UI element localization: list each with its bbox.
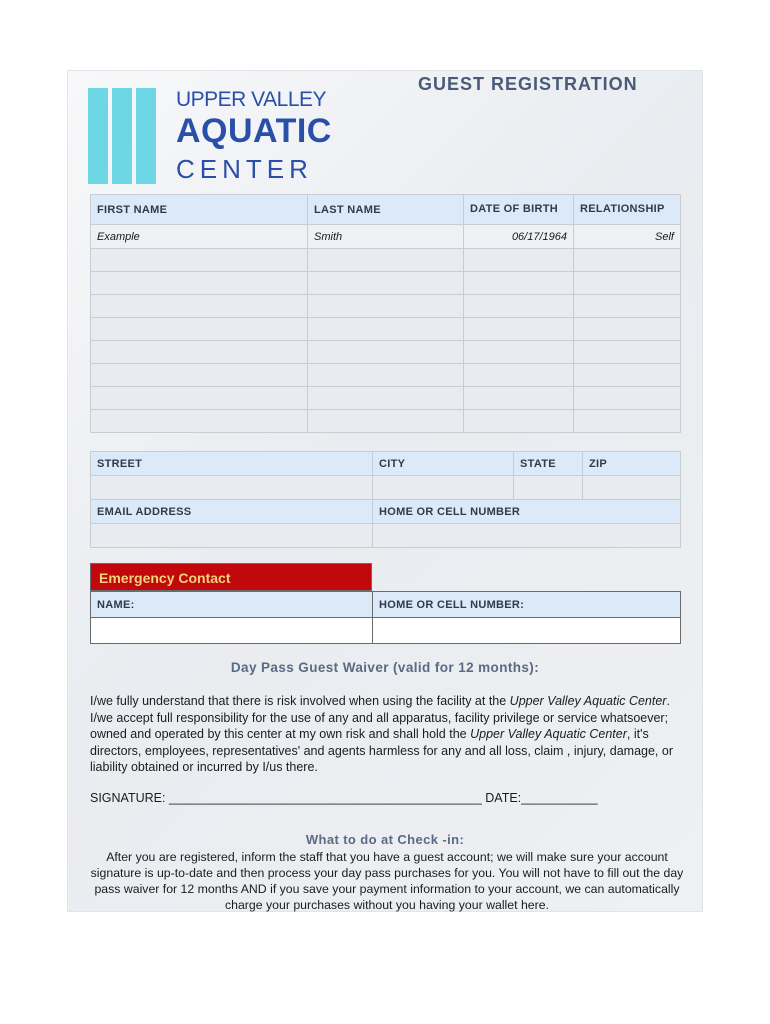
guest-row: [91, 295, 681, 318]
guest-table: [90, 194, 681, 433]
guest-dob-field[interactable]: [464, 272, 574, 295]
guest-relationship-field[interactable]: [574, 410, 681, 433]
guest-row: [91, 272, 681, 295]
logo: [88, 88, 332, 184]
header-date-of-birth: DATE OF BIRTH: [464, 195, 574, 225]
email-field[interactable]: [91, 524, 373, 548]
example-first-name: Example: [91, 225, 308, 249]
guest-dob-field[interactable]: [464, 295, 574, 318]
guest-row: [91, 318, 681, 341]
guest-row: [91, 387, 681, 410]
guest-relationship-field[interactable]: [574, 341, 681, 364]
logo-line-3: CENTER: [176, 154, 313, 184]
header-emergency-phone: HOME OR CELL NUMBER:: [373, 592, 681, 618]
zip-field[interactable]: [583, 476, 681, 500]
guest-last-name-field[interactable]: [308, 410, 464, 433]
street-field[interactable]: [91, 476, 373, 500]
guest-first-name-field[interactable]: [91, 410, 308, 433]
guest-dob-field[interactable]: [464, 364, 574, 387]
guest-dob-field[interactable]: [464, 341, 574, 364]
header-email: EMAIL ADDRESS: [91, 500, 373, 524]
header-city: CITY: [373, 452, 514, 476]
checkin-text: After you are registered, inform the staff that you have a guest account; we will make sure your account signature is up-to-date and then process your day pass purchases for you. You will not have to fill out the day pass waiver for 12 months AND if you save your payment information to your account, we can automatically charge your purchases without you having your wallet here.: [90, 850, 684, 912]
guest-dob-field[interactable]: [464, 410, 574, 433]
guest-row: [91, 410, 681, 433]
emergency-table: [90, 591, 681, 644]
guest-relationship-field[interactable]: [574, 249, 681, 272]
waiver-text-part: I/we fully understand that there is risk involved when using the facility at the: [90, 694, 510, 708]
guest-first-name-field[interactable]: [91, 318, 308, 341]
guest-last-name-field[interactable]: [308, 272, 464, 295]
emergency-name-field[interactable]: [91, 618, 373, 644]
guest-first-name-field[interactable]: [91, 364, 308, 387]
guest-relationship-field[interactable]: [574, 295, 681, 318]
checkin-title: What to do at Check -in:: [305, 832, 465, 847]
signature-line[interactable]: SIGNATURE: _____________________________________________ DATE:___________: [90, 791, 598, 805]
logo-line-1: UPPER VALLEY: [176, 88, 327, 111]
guest-dob-field[interactable]: [464, 249, 574, 272]
guest-first-name-field[interactable]: [91, 295, 308, 318]
facility-name: Upper Valley Aquatic Center: [509, 694, 667, 708]
header-last-name: LAST NAME: [308, 195, 464, 225]
guest-relationship-field[interactable]: [574, 364, 681, 387]
guest-last-name-field[interactable]: [308, 249, 464, 272]
guest-row: [91, 341, 681, 364]
header-state: STATE: [514, 452, 583, 476]
header-zip: ZIP: [583, 452, 681, 476]
guest-first-name-field[interactable]: [91, 387, 308, 410]
guest-relationship-field[interactable]: [574, 387, 681, 410]
header-relationship: RELATIONSHIP: [574, 195, 681, 225]
address-table: [90, 451, 681, 548]
header-emergency-name: NAME:: [91, 592, 373, 618]
header-phone: HOME OR CELL NUMBER: [373, 500, 681, 524]
waiver-text: [90, 693, 686, 776]
waiver-text-part: , it's directors, employees, representatives' and agents harmless for any and all loss, claim , injury, damage, or liability obtained or incurred by I/us there.: [90, 727, 673, 774]
emergency-contact-title: Emergency Contact: [90, 563, 372, 591]
guest-last-name-field[interactable]: [308, 387, 464, 410]
guest-first-name-field[interactable]: [91, 341, 308, 364]
guest-relationship-field[interactable]: [574, 272, 681, 295]
emergency-phone-field[interactable]: [373, 618, 681, 644]
guest-first-name-field[interactable]: [91, 249, 308, 272]
waiver-text-part: . I/we accept full responsibility for the use of any and all apparatus, facility privilege or service whatsoever; owned and operated by this center at my own risk and shall hold the: [90, 694, 670, 741]
guest-dob-field[interactable]: [464, 318, 574, 341]
logo-bar: [112, 88, 132, 184]
guest-relationship-field[interactable]: [574, 318, 681, 341]
guest-table-header: [91, 195, 681, 225]
phone-field[interactable]: [373, 524, 681, 548]
page-title: GUEST REGISTRATION: [418, 74, 638, 94]
guest-last-name-field[interactable]: [308, 341, 464, 364]
logo-line-2: AQUATIC: [176, 112, 332, 150]
example-relationship: Self: [574, 225, 681, 249]
guest-last-name-field[interactable]: [308, 295, 464, 318]
example-row: [91, 225, 681, 249]
guest-row: [91, 249, 681, 272]
guest-first-name-field[interactable]: [91, 272, 308, 295]
guest-row: [91, 364, 681, 387]
city-field[interactable]: [373, 476, 514, 500]
header-street: STREET: [91, 452, 373, 476]
header-first-name: FIRST NAME: [91, 195, 308, 225]
example-dob: 06/17/1964: [464, 225, 574, 249]
example-last-name: Smith: [308, 225, 464, 249]
facility-name: Upper Valley Aquatic Center: [470, 727, 627, 741]
guest-last-name-field[interactable]: [308, 364, 464, 387]
guest-dob-field[interactable]: [464, 387, 574, 410]
logo-bar: [88, 88, 108, 184]
waiver-title: Day Pass Guest Waiver (valid for 12 months):: [230, 660, 540, 675]
guest-last-name-field[interactable]: [308, 318, 464, 341]
state-field[interactable]: [514, 476, 583, 500]
logo-bar: [136, 88, 156, 184]
